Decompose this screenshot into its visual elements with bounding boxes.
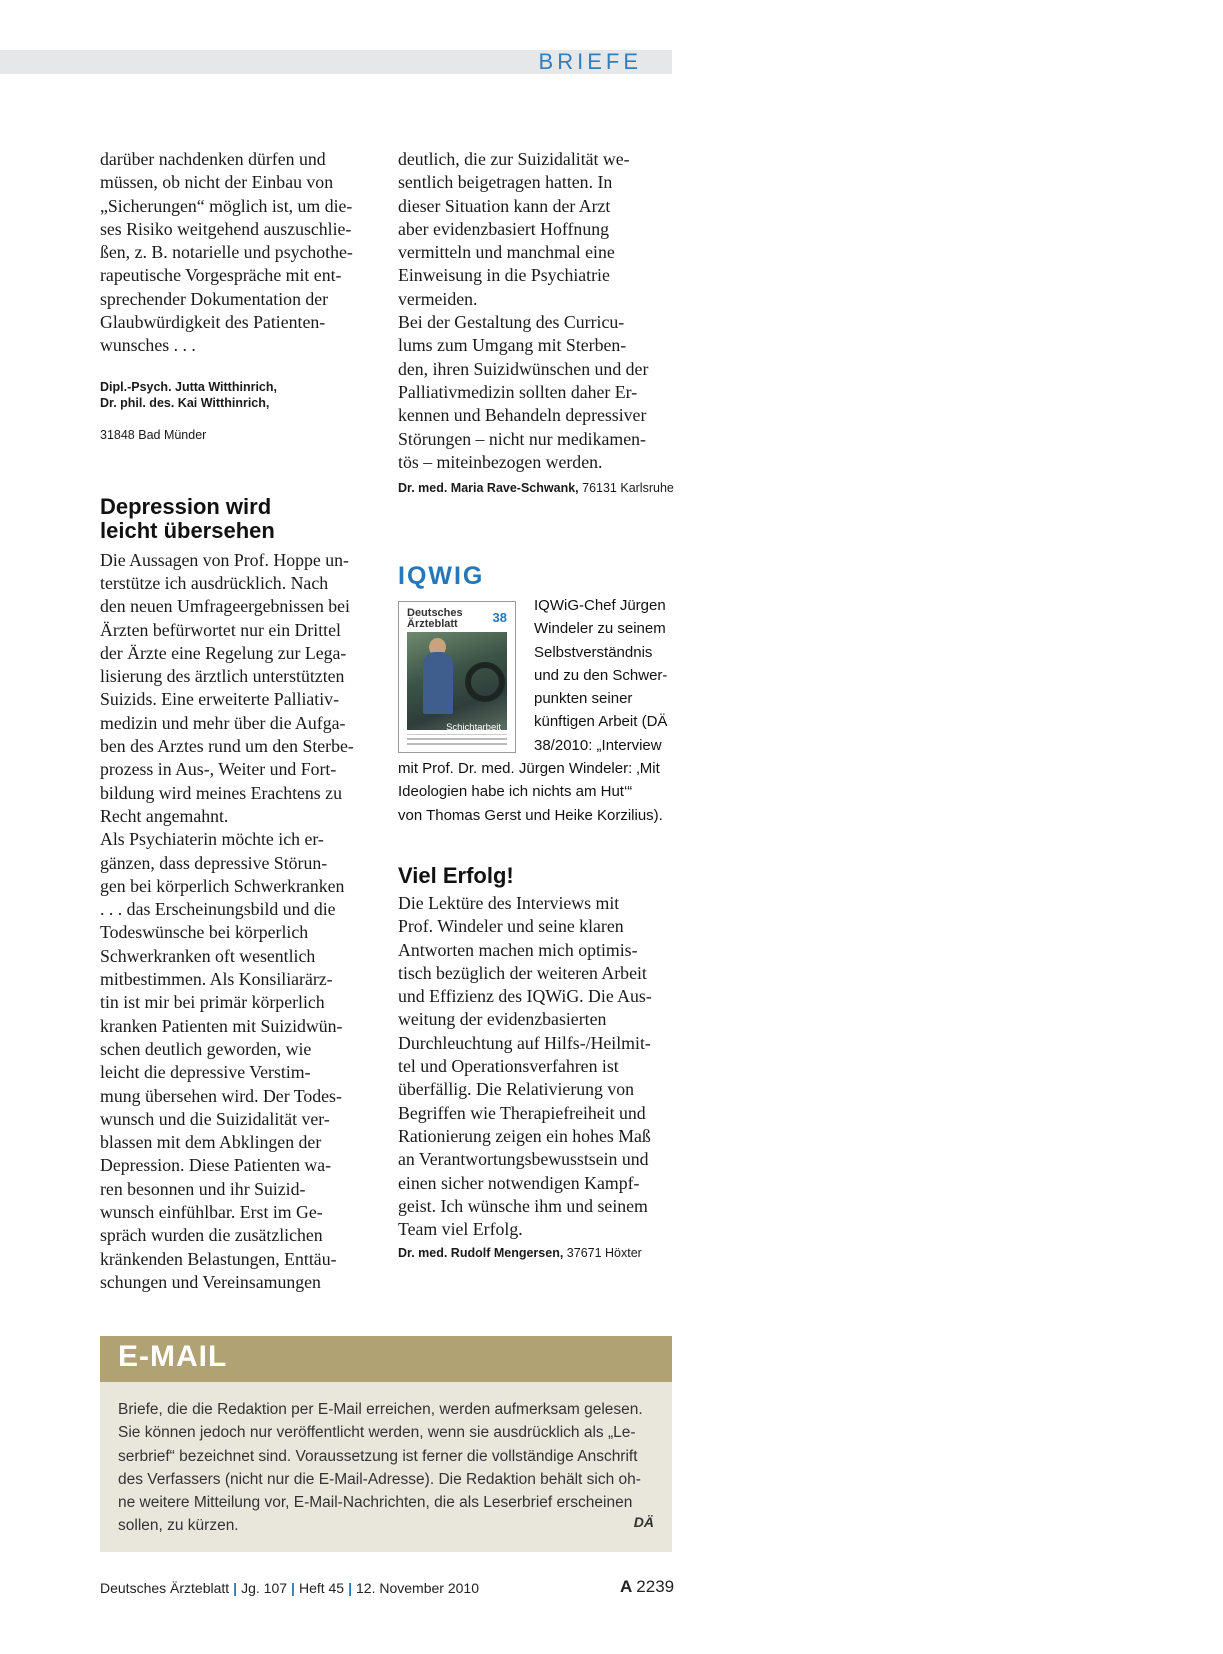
page-number-value: 2239 (636, 1577, 675, 1596)
page-footer: Deutsches Ärzteblatt | Jg. 107 | Heft 45 | 12. November 2010 (100, 1580, 479, 1596)
column-left (100, 148, 380, 1294)
page-number (620, 1577, 674, 1597)
letter-body-viel-erfolg: Die Lektüre des Interviews mit Prof. Windeler und seine klaren Antworten machen mich optimis- tisch bezüglich der weiteren Arbeit und Effizienz des IQWiG. Die Aus- weitung der evidenzbasierten Durchleuchtung auf Hilfs-/Heilmit- tel und Operationsverfahren ist überfällig. Die Relativierung von Begriffen wie Therapiefreiheit und Rationierung zeigen ein hohes Maß an Verantwortungsbewusstsein und einen sicher notwendigen Kampf- geist. Ich wünsche ihm und seinem Team viel Erfolg. (398, 893, 652, 1240)
signature-witthinrich (100, 363, 380, 443)
column-right (398, 148, 678, 496)
cover-photo-machine (465, 662, 505, 702)
letter-intro-text: darüber nachdenken dürfen und müssen, ob nicht der Einbau von „Sicherungen“ möglich ist, um die- ses Risiko weitgehend auszuschlie- ßen, z. B. notarielle und psychothe- rapeutische Vorgespräche mit ent- sprechender Dokumentation der Glaubwürdigkeit des Patienten- wunsches . . . (100, 149, 353, 356)
letter-body-paragraph-2: Als Psychiaterin möchte ich er- gänzen, dass depressive Störun- gen bei körperlich Schwerkranken . . . das Erscheinungsbild und die Todeswünsche bei körperlich Schwerkranken oft wesentlich mitbestimmen. Als Konsiliarärz- tin ist mir bei primär körperlich kranken Patienten mit Suizidwün- schen deutlich geworden, wie leicht die depressive Verstim- mung übersehen wird. Der Todes- wunsch und die Suizidalität ver- blassen mit dem Abklingen der Depression. Diese Patienten wa- ren besonnen und ihr Suizid- wunsch einfühlbar. Erst im Ge- spräch wurden die zusätzlichen kränkenden Belastungen, Enttäu- schungen und Vereinsamungen (100, 829, 345, 1292)
signature-name: Dr. med. Maria Rave-Schwank, (398, 481, 579, 496)
cover-photo-worker (423, 652, 453, 714)
cover-issue-number: 38 (492, 610, 507, 625)
signature-place: 37671 Höxter (566, 1246, 642, 1261)
cover-photo (407, 632, 507, 733)
signature-rave-schwank (398, 480, 678, 496)
signature-name: Dr. med. Rudolf Mengersen, (398, 1246, 564, 1261)
footer-volume: Jg. 107 (241, 1580, 288, 1596)
magazine-cover-thumbnail (398, 601, 516, 753)
section-title-iqwig: IQWIG (398, 562, 485, 590)
letter-heading-viel-erfolg: Viel Erfolg! (398, 863, 514, 888)
letter-heading-depression: Depression wird leicht übersehen (100, 493, 275, 543)
letter-viel-erfolg (398, 864, 688, 1261)
cover-masthead: Deutsches Ärzteblatt (407, 607, 463, 630)
email-box-body (100, 1382, 672, 1552)
page-prefix: A (620, 1577, 633, 1596)
email-box-text: Briefe, die die Redaktion per E-Mail erreichen, werden aufmerksam gelesen. Sie können jedoch nur veröffentlicht werden, wenn sie ausdrücklich als „Le- serbrief“ bezeichnet sind. Voraussetzung ist ferner die vollständige Anschrift des Verfassers (nicht nur die E-Mail-Adresse). Die Redaktion behält sich oh- ne weitere Mitteilung vor, E-Mail-Nachrichten, die als Leserbrief erscheinen sollen, zu kürzen. (118, 1401, 643, 1535)
signature-mengersen (398, 1245, 688, 1261)
footer-journal: Deutsches Ärzteblatt (100, 1580, 230, 1596)
letter-body-paragraph-1: Die Aussagen von Prof. Hoppe un- terstütze ich ausdrücklich. Nach den neuen Umfrageergebnissen bei Ärzten befürwortet nur ein Drittel der Ärzte eine Regelung zur Lega- lisierung des ärztlich unterstützten Suizids. Eine erweiterte Palliativ- medizin und mehr über die Aufga- ben des Arztes rund um den Sterbe- prozess in Aus-, Weiter und Fort- bildung wird meines Erachtens zu Recht angemahnt. (100, 549, 354, 826)
section-header-bar (0, 50, 672, 74)
iqwig-teaser-full: mit Prof. Dr. med. Jürgen Windeler: ‚Mit Ideologien habe ich nichts am Hut‘“ von Thomas Gerst und Heike Korzilius). (398, 760, 663, 824)
footer-issue: Heft 45 (298, 1580, 345, 1596)
letter-continued-paragraph-2: Bei der Gestaltung des Curricu- lums zum Umgang mit Sterben- den, ihren Suizidwünschen und der Palliativmedizin sollten daher Er- kennen und Behandeln depressiver Störungen – nicht nur medikamen- tös – miteinbezogen werden. (398, 312, 649, 472)
signature-names: Dipl.-Psych. Jutta Witthinrich, Dr. phil. des. Kai Witthinrich, (100, 379, 277, 410)
email-box-header (100, 1336, 672, 1382)
iqwig-teaser-side: IQWiG-Chef Jürgen Windeler zu seinem Selbstverständnis und zu den Schwer- punkten seiner künftigen Arbeit (DÄ 38/2010: „Interview (534, 597, 668, 754)
signature-place: 76131 Karlsruhe (582, 481, 674, 496)
cover-footer-lines (407, 734, 507, 747)
email-box-title: E-MAIL (118, 1340, 228, 1373)
section-label: BRIEFE (538, 49, 642, 74)
email-box-signature: DÄ (633, 1514, 654, 1530)
footer-date: 12. November 2010 (356, 1580, 479, 1596)
cover-headline: Schichtarbeit (446, 722, 501, 733)
signature-place: 31848 Bad Münder (100, 427, 207, 442)
letter-continued-paragraph-1: deutlich, die zur Suizidalität we- sentlich beigetragen hatten. In dieser Situation kann der Arzt aber evidenzbasiert Hoffnung vermitteln und manchmal eine Einweisung in die Psychiatrie vermeiden. (398, 149, 630, 309)
